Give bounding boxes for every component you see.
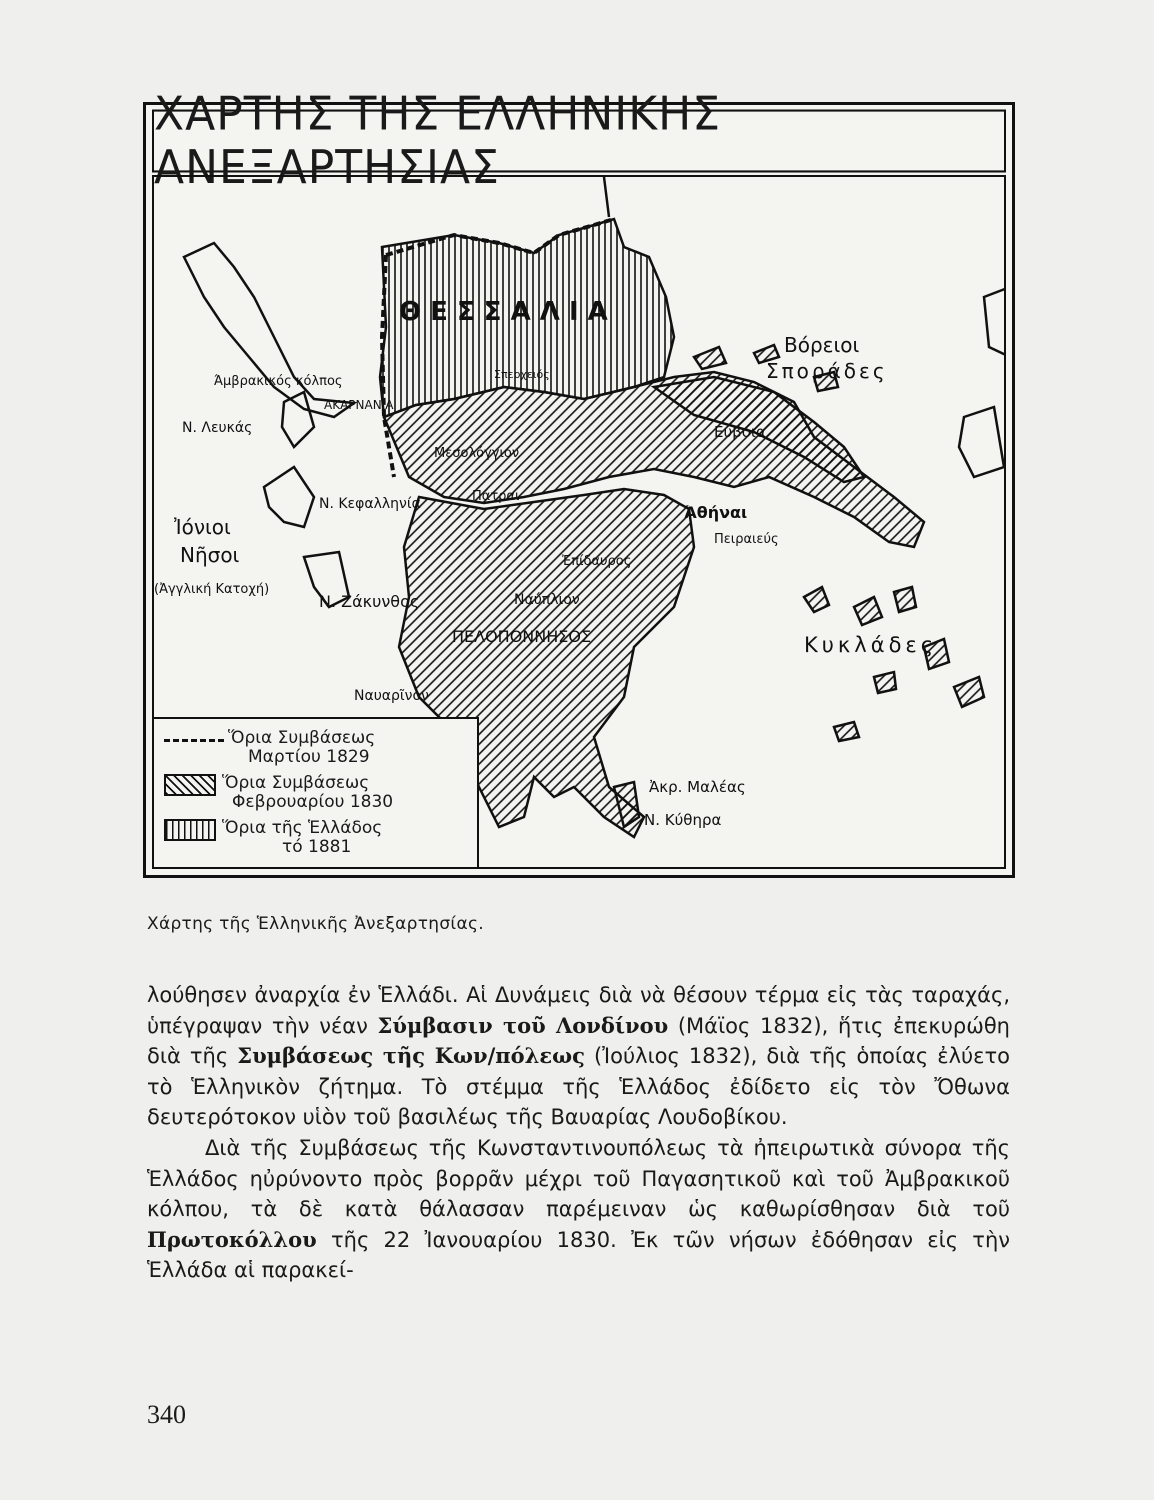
label-sporades: Σποράδες (766, 359, 888, 383)
bold-term-protocol: Πρωτοκόλλου (147, 1226, 317, 1252)
label-akarnania: ΑΚΑΡΝΑΝΙΑ (324, 398, 394, 412)
legend-swatch-vertical (164, 819, 216, 841)
map-legend (154, 717, 479, 867)
bold-term-constantinople: Συμβάσεως τῆς Κων/πόλεως (237, 1043, 585, 1069)
body-text (147, 980, 1010, 1286)
label-lefkas: Ν. Λευκάς (182, 420, 253, 436)
legend-item-1830 (164, 774, 393, 812)
label-ionioi-2: Νῆσοι (180, 543, 240, 567)
kefalonia-island (264, 467, 314, 527)
label-voreioi: Βόρειοι (784, 333, 860, 357)
label-kefallinia: Ν. Κεφαλληνία (319, 496, 421, 512)
map-figure (143, 87, 1015, 878)
legend-item-1881 (164, 819, 382, 857)
paragraph-1: λούθησεν ἀναρχία ἐν Ἑλλάδι. Αἱ Δυνάμεις διὰ νὰ θέσουν τέρμα εἰς τὰς ταραχάς, ὑπέγραψαν τὴν νέαν Σύμβασιν τοῦ Λονδίνου (Μάϊος 1832), ἥτις ἐπεκυρώθη διὰ τῆς Συμβάσεως τῆς Κων/πόλεως (Ἰούλιος 1832), διὰ τῆς ὁποίας ἐλύετο τὸ Ἑλληνικὸν ζήτημα. Τὸ στέμμα τῆς Ἑλλάδος ἐδίδετο εἰς τὸν Ὄθωνα δευτερότοκον υἱὸν τοῦ βασιλέως τῆς Βαυαρίας Λουδοβίκου. (147, 983, 1010, 1130)
legend-1881-line1: Ὅρια τῆς Ἑλλάδος (222, 818, 383, 838)
legend-1881-line2: τό 1881 (282, 837, 352, 857)
label-kythira: Ν. Κύθηρα (644, 811, 722, 829)
legend-1829-line1: Ὅρια Συμβάσεως (228, 728, 376, 748)
asia-minor-coast (959, 287, 1006, 477)
page-number: 340 (147, 1400, 186, 1429)
label-zakynthos: Ν. Ζάκυνθος (319, 592, 420, 611)
label-peiraieus: Πειραιεύς (714, 532, 779, 547)
label-patrai: Πάτραι (472, 489, 520, 504)
label-nafplion: Ναύπλιον (514, 592, 580, 608)
label-ionioi-3: (Ἀγγλική Κατοχή) (154, 582, 270, 597)
legend-item-1829 (164, 729, 375, 767)
label-malea: Ἀκρ. Μαλέας (649, 778, 746, 796)
legend-swatch-dashed (164, 739, 224, 742)
map-title: ΧΑΡΤΗΣ ΤΗΣ ΕΛΛΗΝΙΚΗΣ ΑΝΕΞΑΡΤΗΣΙΑΣ (152, 110, 1006, 173)
paragraph-2: Διὰ τῆς Συμβάσεως τῆς Κωνσταντινουπόλεως τὰ ἠπειρωτικὰ σύνορα τῆς Ἑλλάδος ηὐρύνοντο πρὸς βορρᾶν μέχρι τοῦ Παγασητικοῦ καὶ τοῦ Ἀμβρακικοῦ κόλπου, τὰ δὲ κατὰ θάλασσαν παρέμειναν ὡς καθωρίσθησαν διὰ τοῦ Πρωτοκόλλου τῆς 22 Ἰανουαρίου 1830. Ἐκ τῶν νήσων ἐδόθησαν εἰς τὴν Ἑλλάδα αἱ παρακεί- (147, 1135, 1010, 1283)
legend-swatch-diagonal (164, 774, 216, 796)
legend-1830-line1: Ὅρια Συμβάσεως (222, 773, 370, 793)
label-peloponnisos: ΠΕΛΟΠΟΝΝΗΣΟΣ (452, 627, 592, 646)
bold-term-london: Σύμβασιν τοῦ Λονδίνου (377, 1012, 669, 1038)
label-navarinon: Ναυαρῖνον (354, 688, 429, 704)
legend-1830-line2: Φεβρουαρίου 1830 (232, 792, 394, 812)
north-border (604, 177, 609, 217)
epirus-coast (184, 243, 354, 417)
label-athinai: Άθήναι (684, 503, 748, 522)
label-evvoia: Εύβοια (714, 423, 766, 441)
label-thessalia: Θ Ε Σ Σ Α Λ Ι Α (399, 297, 608, 327)
label-epidavros: Ἐπίδαυρος (562, 554, 632, 569)
label-mesologgion: Μεσολόγγιον (434, 446, 520, 461)
label-ionioi-1: Ἰόνιοι (174, 515, 231, 539)
figure-caption: Χάρτης τῆς Ἑλληνικῆς Ἀνεξαρτησίας. (147, 914, 484, 934)
lefkada-island (282, 392, 314, 447)
label-amvrakikos: Άμβρακικός κόλπος (214, 374, 343, 389)
label-sperchios: Σπερχειός (494, 368, 550, 381)
label-kyklades: Κυκλάδες (804, 633, 938, 657)
map-canvas (152, 175, 1006, 869)
legend-1829-line2: Μαρτίου 1829 (248, 747, 370, 767)
cyclades-islands (804, 587, 984, 741)
